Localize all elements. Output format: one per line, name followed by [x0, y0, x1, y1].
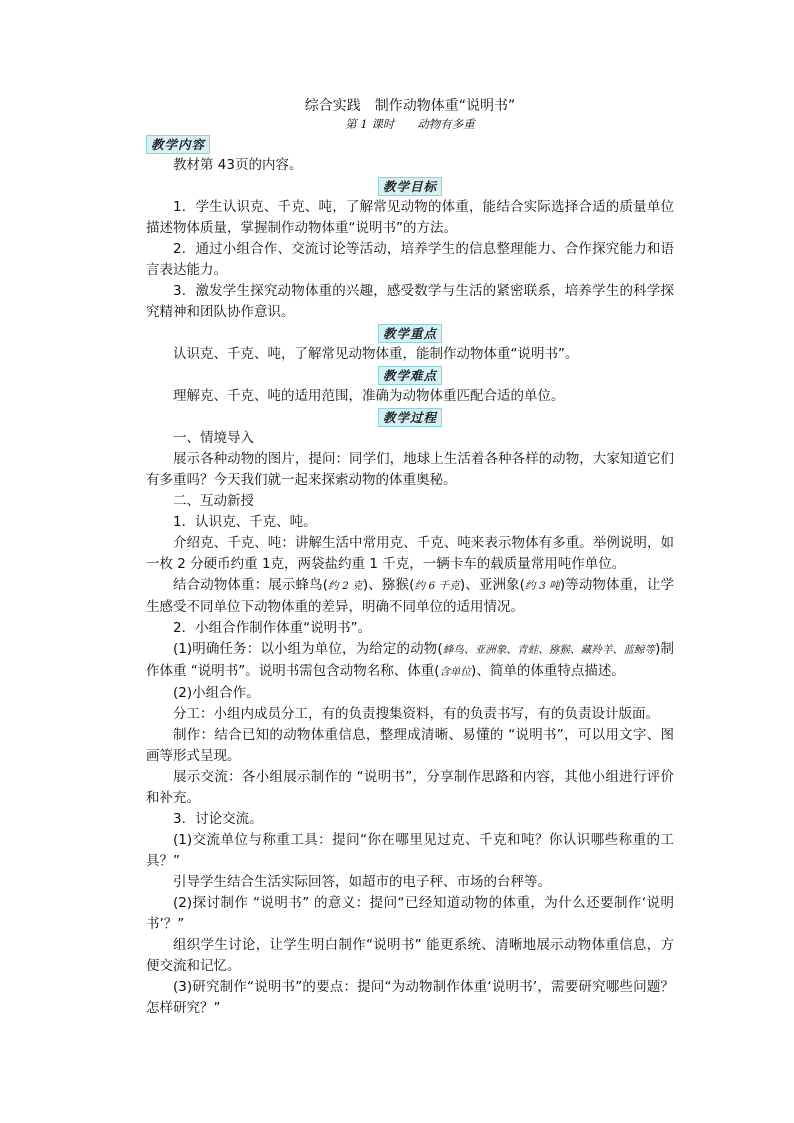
step2-show: 展示交流：各小组展示制作的 “说明书”，分享制作思路和内容，其他小组进行评价和补充。: [146, 769, 674, 806]
step1-intro: 介绍克、千克、吨：讲解生活中常用克、千克、吨来表示物体有多重。举例说明，如一枚 2 分硬币约重 1克，两袋盐约重 1 千克，一辆卡车的载质量常用吨作单位。: [146, 535, 674, 572]
section-tag-content: 教学内容: [146, 135, 210, 154]
section-header-content: [146, 134, 674, 155]
step2-task: (1)明确任务：以小组为单位，为给定的动物(蜂鸟、亚洲象、青蛙、猕猴、藏羚羊、蓝鲸等)制作体重 “说明书”。说明书需包含动物名称、体重(含单位)、简单的体重特点描述。: [146, 641, 675, 679]
step3-heading: 3．讨论交流。: [173, 811, 263, 827]
page-subtitle: 第 1 课时 动物有多重: [345, 117, 475, 131]
section-header-process: [146, 407, 674, 428]
section-header-difficulties: [146, 365, 674, 386]
step2-heading: 2．小组合作制作体重“说明书”。: [173, 620, 372, 636]
section-tag-key-points: 教学重点: [378, 324, 442, 343]
part1-text: 展示各种动物的图片，提问：同学们，地球上生活着各种各样的动物，大家知道它们有多重吗？今天我们就一起来探索动物的体重奥秘。: [146, 451, 674, 488]
objective-item: 3．激发学生探究动物体重的兴趣，感受数学与生活的紧密联系，培养学生的科学探究精神和团队协作意识。: [146, 283, 674, 320]
objective-item: 1．学生认识克、千克、吨，了解常见动物的体重，能结合实际选择合适的质量单位描述物体质量，掌握制作动物体重“说明书”的方法。: [146, 199, 674, 236]
section-tag-objectives: 教学目标: [378, 177, 442, 196]
step1-animals: 结合动物体重：展示蜂鸟(约 2 克)、猕猴(约 6 千克)、亚洲象(约 3 吨)等动物体重，让学生感受不同单位下动物体重的差异，明确不同单位的适用情况。: [146, 577, 674, 615]
step3-answer-2: 组织学生讨论，让学生明白制作“说明书” 能更系统、清晰地展示动物体重信息，方便交流和记忆。: [146, 937, 674, 974]
step3-question-2: (2)探讨制作 “说明书” 的意义：提问“已经知道动物的体重，为什么还要制作‘说明书’？”: [146, 895, 674, 932]
section-tag-difficulties: 教学难点: [378, 366, 442, 385]
step1-heading: 1．认识克、千克、吨。: [173, 514, 317, 530]
part2-heading: 二、互动新授: [173, 493, 254, 509]
part1-heading: 一、情境导入: [173, 430, 254, 446]
step2-make: 制作：结合已知的动物体重信息，整理成清晰、易懂的 “说明书”，可以用文字、图画等形式呈现。: [146, 727, 674, 764]
step3-question-3: (3)研究制作“说明书”的要点：提问“为动物制作体重‘说明书’，需要研究哪些问题？怎样研究？”: [146, 979, 674, 1016]
step3-question-1: (1)交流单位与称重工具：提问“你在哪里见过克、千克和吨？你认识哪些称重的工具？”: [146, 832, 674, 869]
content-text: 教材第 43页的内容。: [173, 157, 303, 173]
section-header-key-points: [146, 323, 674, 344]
page-title: 综合实践 制作动物体重“说明书”: [304, 98, 516, 114]
section-header-objectives: [146, 176, 674, 197]
difficulties-text: 理解克、千克、吨的适用范围，准确为动物体重匹配合适的单位。: [173, 388, 565, 404]
step2-sub2: (2)小组合作。: [173, 685, 260, 701]
section-tag-process: 教学过程: [378, 408, 442, 427]
key-points-text: 认识克、千克、吨，了解常见动物体重，能制作动物体重“说明书”。: [173, 346, 579, 362]
objective-item: 2．通过小组合作、交流讨论等活动，培养学生的信息整理能力、合作探究能力和语言表达能力。: [146, 241, 674, 278]
document-body: [146, 96, 674, 1019]
step3-answer-1: 引导学生结合生活实际回答，如超市的电子秤、市场的台秤等。: [173, 874, 551, 890]
step2-division: 分工：小组内成员分工，有的负责搜集资料，有的负责书写，有的负责设计版面。: [173, 706, 659, 722]
